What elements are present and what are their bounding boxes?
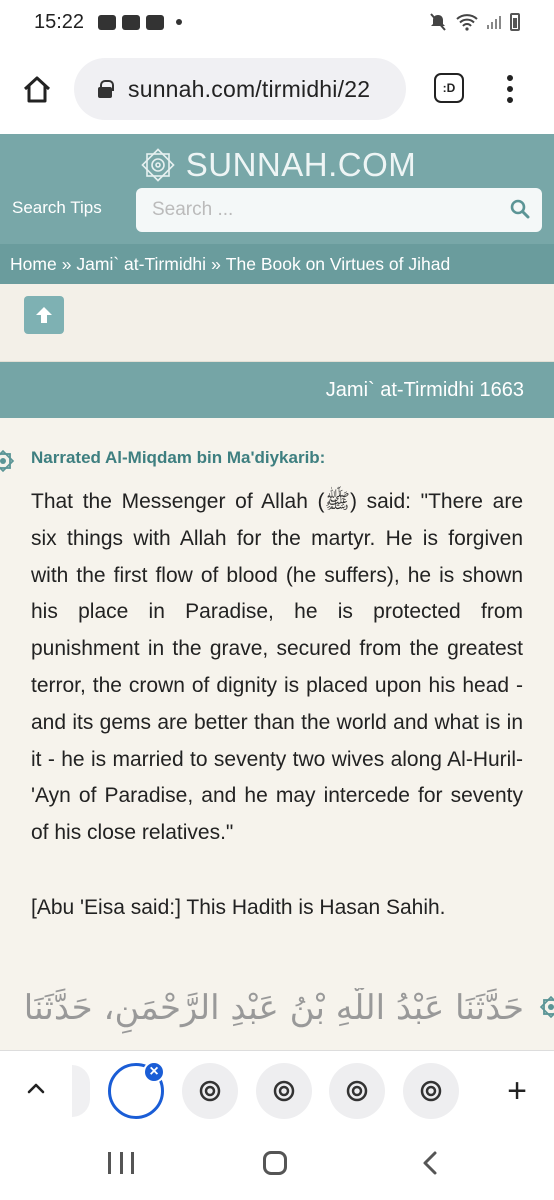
search-input[interactable] bbox=[152, 199, 492, 221]
logo-icon bbox=[138, 145, 178, 185]
arabic-section bbox=[0, 988, 554, 1050]
recents-button[interactable] bbox=[108, 1152, 134, 1174]
overflow-menu-button[interactable] bbox=[500, 72, 520, 106]
battery-icon bbox=[510, 13, 520, 31]
tab-strip bbox=[0, 1050, 554, 1130]
hadith-text: That the Messenger of Allah (ﷺ) said: "There are six things with Allah for the martyr. He is forgiven with the first flow of blood (he suffers), he is shown his place in Paradise, he is protected from punishment in the grave, secured from the greatest terror, the crown of dignity is placed upon his head - and its gems are better than the world and what is in it - he is married to seventy two wives along Al-Huril-'Ayn of Paradise, and he may intercede for seventy of his close relatives." bbox=[31, 490, 523, 845]
close-tab-button[interactable]: × bbox=[143, 1061, 165, 1083]
new-tab-button[interactable]: + bbox=[507, 1071, 527, 1110]
breadcrumb-home[interactable]: Home bbox=[10, 253, 57, 274]
chevron-up-icon[interactable] bbox=[24, 1077, 48, 1101]
breadcrumb-separator: » bbox=[211, 253, 221, 274]
search-box bbox=[136, 188, 542, 232]
youtube-icon bbox=[122, 15, 140, 30]
site-header bbox=[0, 134, 554, 284]
tab-thumbnail-partial[interactable] bbox=[72, 1065, 90, 1117]
mute-icon bbox=[428, 12, 448, 32]
image-icon bbox=[98, 15, 116, 30]
tab-thumbnail[interactable] bbox=[329, 1063, 385, 1119]
wifi-icon bbox=[456, 13, 478, 31]
tab-thumbnail[interactable] bbox=[182, 1063, 238, 1119]
hadith-reference: Jami` at-Tirmidhi 1663 bbox=[325, 378, 524, 401]
signal-icon bbox=[486, 14, 502, 30]
browser-toolbar bbox=[0, 44, 554, 134]
hadith-narrator: Narrated Al-Miqdam bin Ma'diykarib: bbox=[31, 448, 326, 467]
narrator-row bbox=[0, 444, 554, 474]
breadcrumb-collection[interactable]: Jami` at-Tirmidhi bbox=[76, 253, 207, 274]
tab-switcher-button[interactable]: :D bbox=[434, 73, 464, 103]
dot-icon bbox=[176, 19, 182, 25]
status-time: 15:22 bbox=[34, 10, 85, 33]
breadcrumb-separator: » bbox=[61, 253, 72, 274]
system-icons bbox=[428, 12, 520, 32]
breadcrumb bbox=[0, 244, 554, 284]
home-icon bbox=[22, 75, 52, 103]
chrome-icon bbox=[199, 1080, 221, 1102]
hadith-reference-bar bbox=[0, 362, 554, 418]
menu-dot bbox=[507, 97, 513, 103]
star-ornament-icon bbox=[536, 992, 554, 1022]
address-bar[interactable] bbox=[74, 58, 406, 120]
tab-thumbnail[interactable] bbox=[256, 1063, 312, 1119]
notification-icons bbox=[98, 15, 182, 30]
recents-icon-bar bbox=[108, 1152, 111, 1174]
chrome-icon bbox=[420, 1080, 442, 1102]
recents-icon-bar bbox=[120, 1152, 123, 1174]
search-tips-link[interactable]: Search Tips bbox=[12, 198, 102, 217]
hadith-grade: [Abu 'Eisa said:] This Hadith is Hasan Sahih. bbox=[31, 896, 446, 919]
star-ornament-icon bbox=[0, 446, 18, 476]
lock-icon bbox=[98, 80, 112, 98]
home-nav-button[interactable] bbox=[263, 1151, 287, 1175]
recents-icon-bar bbox=[131, 1152, 134, 1174]
youtube-icon bbox=[146, 15, 164, 30]
up-button[interactable] bbox=[24, 296, 64, 334]
back-icon[interactable] bbox=[418, 1150, 442, 1176]
arrow-up-icon bbox=[34, 305, 54, 325]
chrome-icon bbox=[273, 1080, 295, 1102]
tab-thumbnail[interactable] bbox=[403, 1063, 459, 1119]
url-text: sunnah.com/tirmidhi/22 bbox=[128, 75, 371, 102]
home-button[interactable] bbox=[0, 44, 74, 134]
system-navigation-bar bbox=[0, 1130, 554, 1200]
search-icon[interactable] bbox=[510, 199, 530, 219]
menu-dot bbox=[507, 86, 513, 92]
navigation-strip bbox=[0, 284, 554, 362]
site-logo[interactable] bbox=[0, 142, 554, 188]
arabic-text: حَدَّثَنَا عَبْدُ اللَّهِ بْنُ عَبْدِ الرَّحْمَنِ، حَدَّثَنَا bbox=[23, 988, 524, 1028]
logo-text: SUNNAH.COM bbox=[185, 146, 417, 183]
chrome-icon bbox=[346, 1080, 368, 1102]
breadcrumb-book[interactable]: The Book on Virtues of Jihad bbox=[225, 253, 451, 274]
status-bar bbox=[0, 0, 554, 44]
menu-dot bbox=[507, 75, 513, 81]
